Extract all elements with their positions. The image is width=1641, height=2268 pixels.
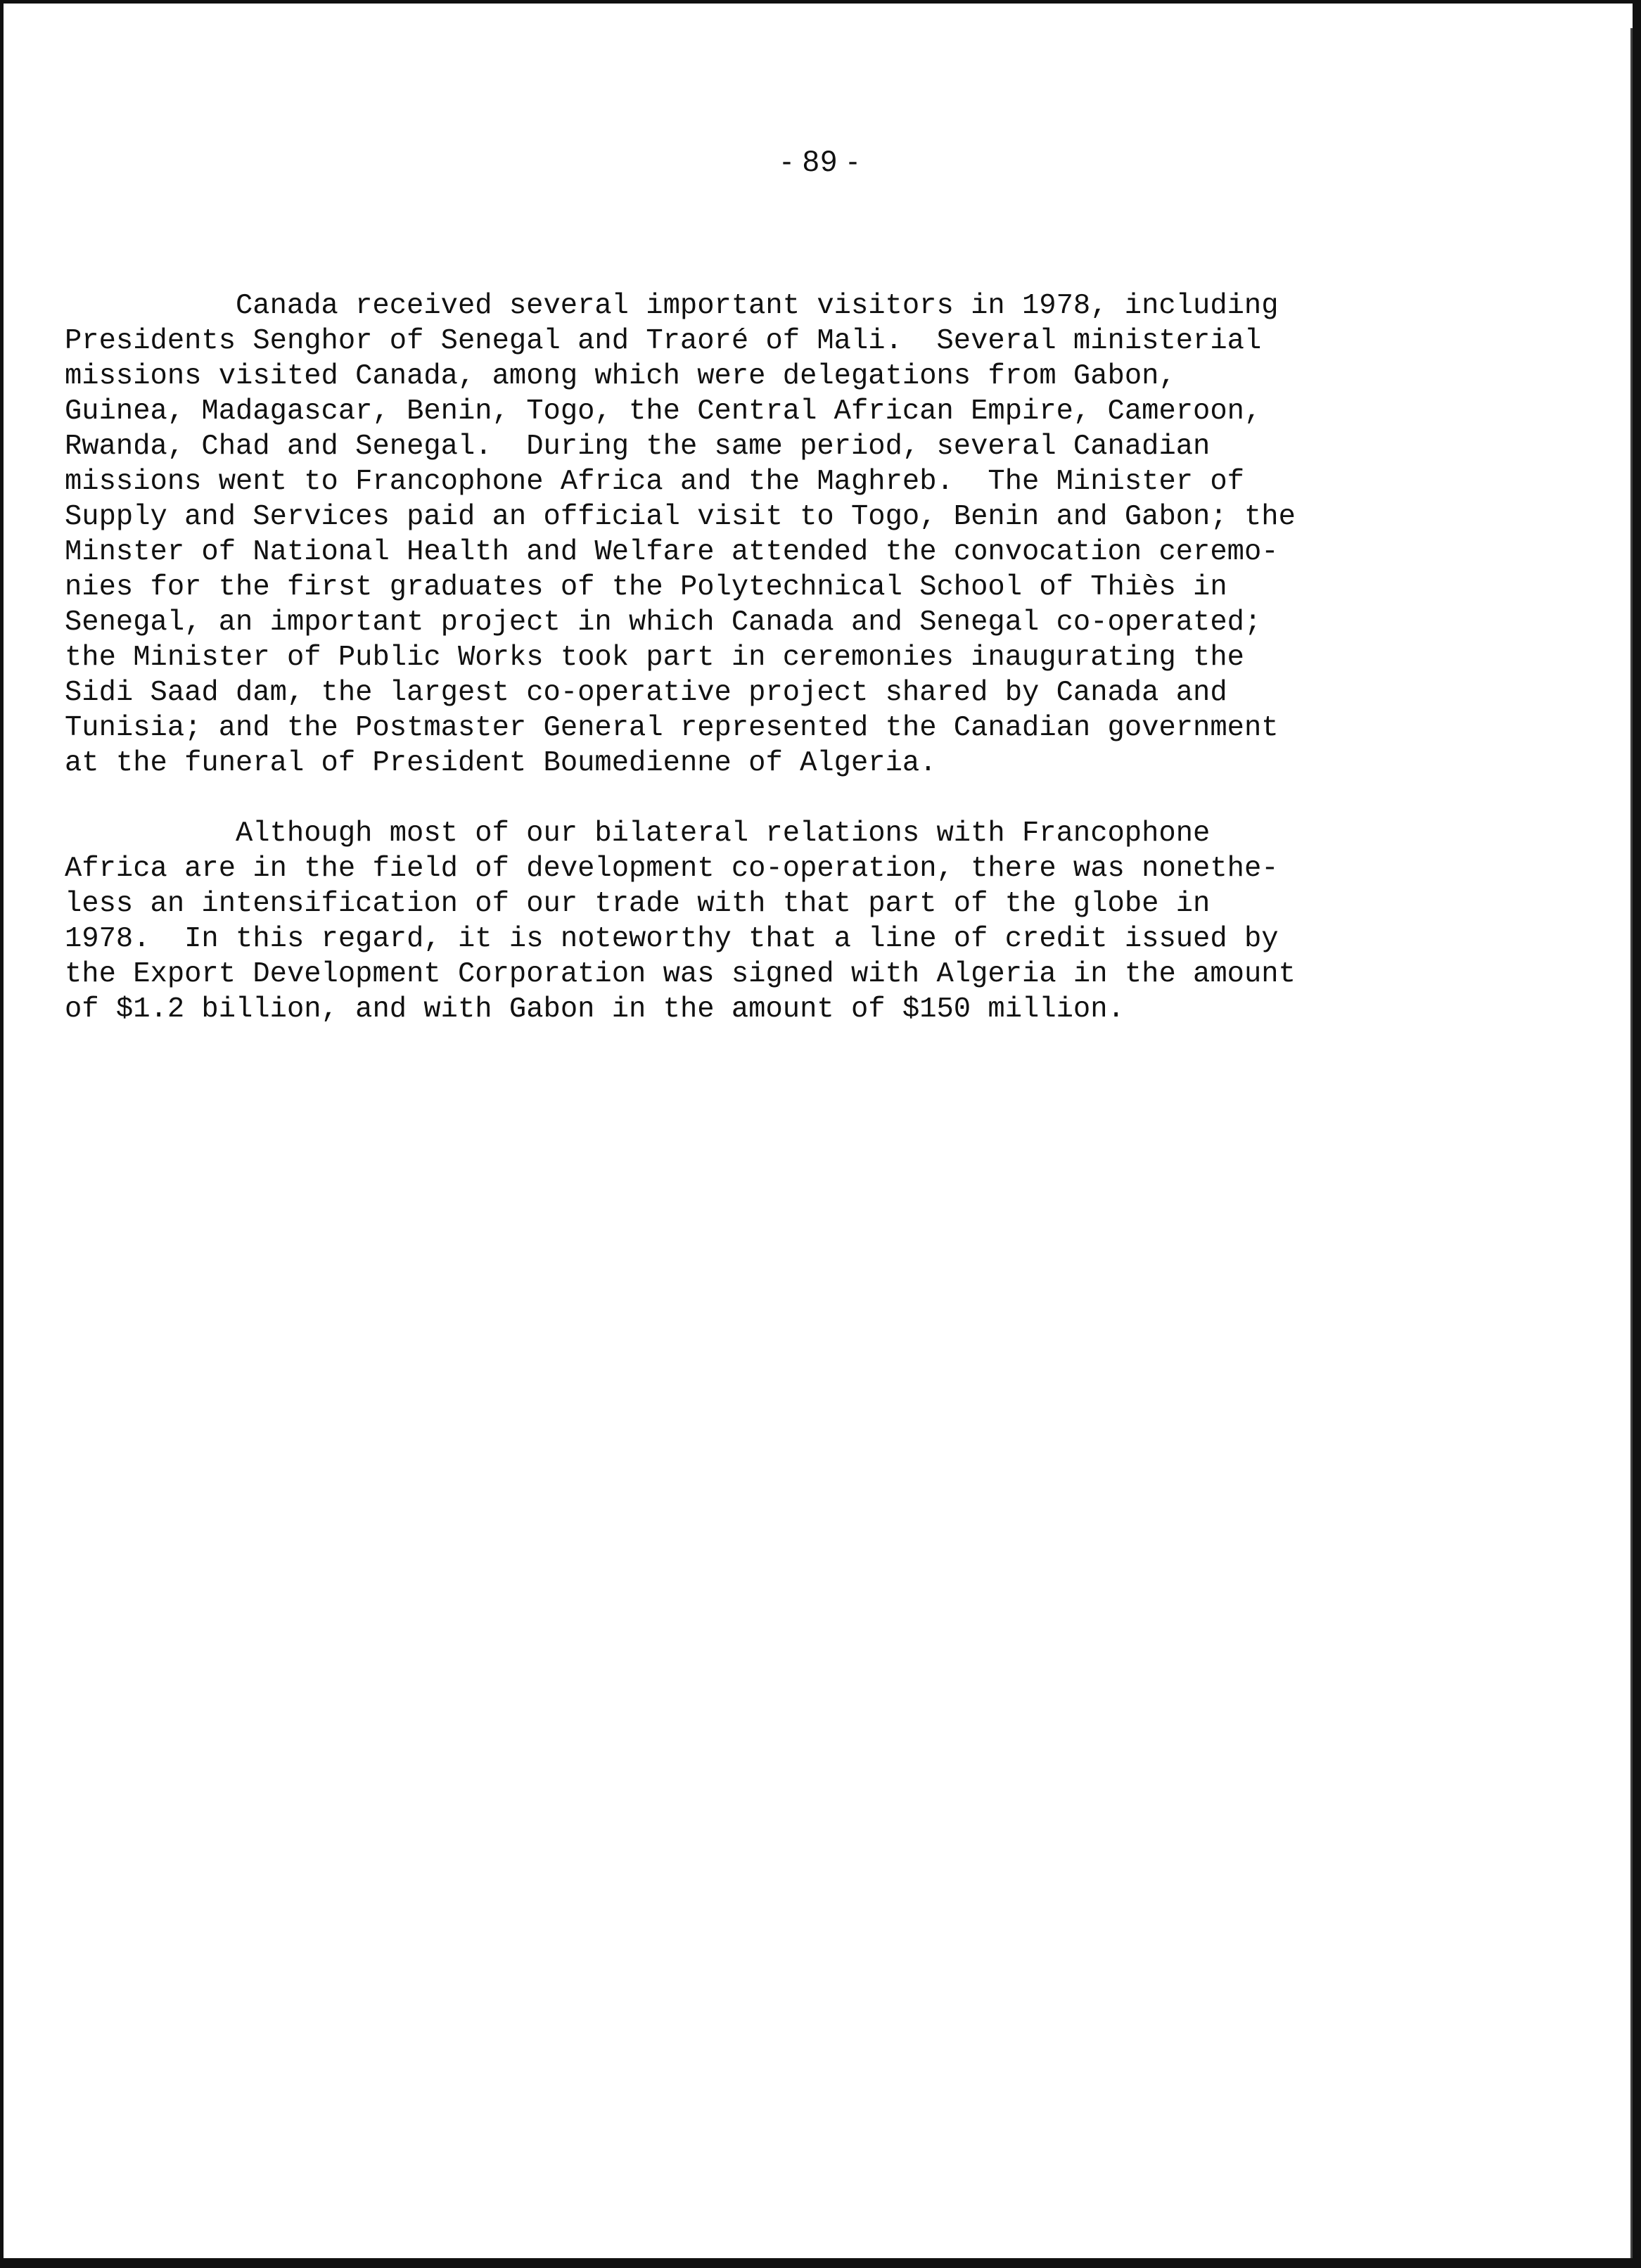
paragraph-line: Minster of National Health and Welfare attended the convocation ceremo- [65, 536, 1279, 568]
paragraph-line: Supply and Services paid an official visit to Togo, Benin and Gabon; the [65, 501, 1296, 533]
paragraph-line: Africa are in the field of development co-operation, there was nonethe- [65, 853, 1279, 885]
page-number: - 89 - [781, 144, 860, 177]
paragraph-line: missions went to Francophone Africa and the Maghreb. The Minister of [65, 466, 1244, 498]
paragraph-line: Sidi Saad dam, the largest co-operative project shared by Canada and [65, 677, 1227, 709]
paragraph-line: Presidents Senghor of Senegal and Traoré of Mali. Several ministerial [65, 325, 1262, 357]
scan-edge-left [0, 0, 4, 2268]
paragraph-line: less an intensification of our trade with that part of the globe in [65, 888, 1211, 920]
paragraph-line: nies for the first graduates of the Polytechnical School of Thiès in [65, 571, 1227, 604]
paragraph-line: missions visited Canada, among which were delegations from Gabon, [65, 360, 1176, 393]
paragraph-line: the Export Development Corporation was signed with Algeria in the amount [65, 958, 1296, 990]
paragraph-2 [65, 816, 1471, 1027]
paragraph-line: of $1.2 billion, and with Gabon in the amount of $150 million. [65, 993, 1125, 1026]
scan-edge-right [1633, 0, 1641, 2268]
body-text [65, 288, 1471, 1062]
paragraph-line: Senegal, an important project in which Canada and Senegal co-operated; [65, 606, 1262, 639]
scan-edge-right-inner [1630, 28, 1633, 2268]
paragraph-line: Rwanda, Chad and Senegal. During the same period, several Canadian [65, 431, 1211, 463]
paragraph-line: Canada received several important visitors in 1978, including [236, 290, 1279, 322]
scan-edge-bottom [0, 2258, 1641, 2268]
paragraph-line: at the funeral of President Boumedienne of Algeria. [65, 747, 937, 779]
paragraph-line: Although most of our bilateral relations with Francophone [236, 817, 1211, 850]
paragraph-1 [65, 288, 1471, 781]
paragraph-line: the Minister of Public Works took part in ceremonies inaugurating the [65, 642, 1244, 674]
paragraph-line: 1978. In this regard, it is noteworthy that a line of credit issued by [65, 923, 1279, 955]
paragraph-line: Tunisia; and the Postmaster General represented the Canadian government [65, 712, 1279, 744]
paragraph-line: Guinea, Madagascar, Benin, Togo, the Central African Empire, Cameroon, [65, 395, 1262, 428]
scan-edge-top [0, 0, 1641, 4]
